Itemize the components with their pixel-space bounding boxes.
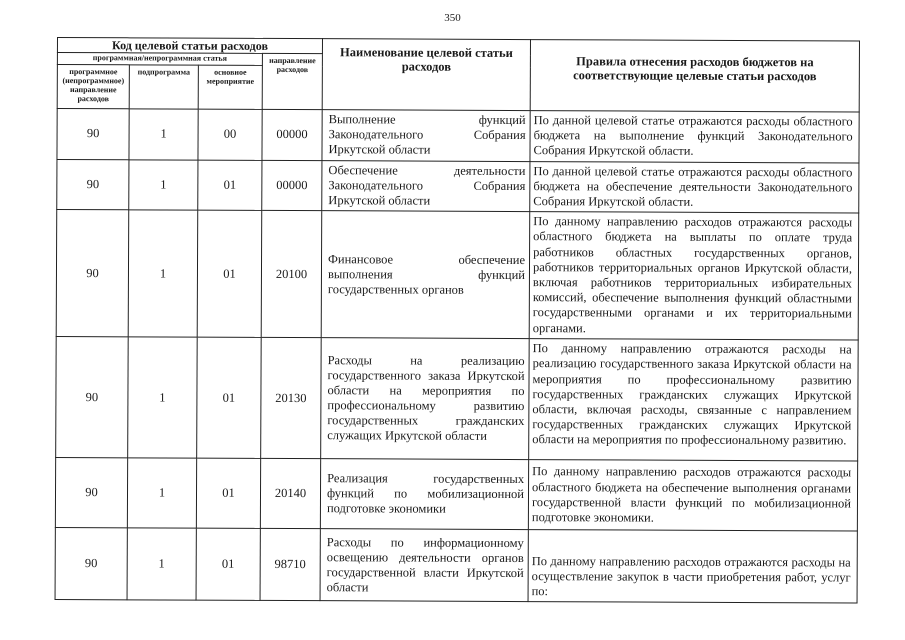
direction-code: 00000 xyxy=(262,160,322,211)
table-row xyxy=(56,337,859,461)
subprogram-code: 1 xyxy=(128,210,198,337)
event-code: 01 xyxy=(197,210,262,337)
event-code: 01 xyxy=(196,458,260,528)
subprogram-code: 1 xyxy=(127,458,196,528)
article-name: Расходы по информационному освещению деятельности органов государственной власти Иркутской области xyxy=(320,529,528,602)
table-row xyxy=(57,159,859,213)
article-name: Расходы на реализацию государственного заказа Иркутской области на мероприятия по профессиональному развитию государственных гражданских служащих Иркутской области xyxy=(321,338,530,460)
direction-code: 20130 xyxy=(261,338,322,459)
event-code: 01 xyxy=(198,160,262,211)
article-name: Обеспечение деятельности Законодательного Собрания Иркутской области xyxy=(322,160,530,212)
direction-code: 20140 xyxy=(260,459,320,529)
direction-header: направление расходов xyxy=(262,53,322,109)
program-code: 90 xyxy=(57,159,129,210)
article-rule: По данной целевой статье отражаются расходы областного бюджета на выполнение функций Законодательного Собрания Иркутской области. xyxy=(530,111,859,163)
program-code: 90 xyxy=(55,458,127,528)
subprogram-code: 1 xyxy=(127,528,196,600)
article-rule: По данному направлению расходов отражаются расходы на осуществление закупок в части приобретения работ, услуг по: xyxy=(528,530,857,603)
table-row xyxy=(57,109,859,163)
article-rule: По данному направлению расходов отражаются расходы областного бюджета на выплаты по оплате труда работников областных государственных органов, работников территориальных органов Иркутской области, включая работников территориальных избирательных комиссий, обеспечение выполнения функций областными государственными органами и их территориальными органами. xyxy=(529,212,859,340)
program-group-header: программная/непрограммная статья xyxy=(57,53,262,66)
event-code: 00 xyxy=(198,109,262,160)
table-row xyxy=(55,528,857,603)
direction-code: 00000 xyxy=(262,109,322,160)
article-name: Реализация государственных функций по мобилизационной подготовке экономики xyxy=(320,459,528,530)
table-row xyxy=(55,458,857,531)
page-number: 350 xyxy=(444,12,461,24)
program-code: 90 xyxy=(56,210,129,337)
rules-header: Правила отнесения расходов бюджетов на соответствующие целевые статьи расходов xyxy=(530,40,859,112)
program-code: 90 xyxy=(57,109,129,160)
name-header: Наименование целевой статьи расходов xyxy=(322,39,530,111)
article-rule: По данной целевой статье отражаются расходы областного бюджета на обеспечение деятельности Законодательного Собрания Иркутской области. xyxy=(530,161,859,213)
event-header: основное мероприятие xyxy=(198,65,262,109)
program-header: программное (непрограммное) направление расходов xyxy=(57,65,129,109)
subprogram-code: 1 xyxy=(128,337,198,458)
event-code: 01 xyxy=(196,528,260,600)
code-header: Код целевой статьи расходов xyxy=(57,38,322,54)
target-articles-table xyxy=(55,37,860,604)
subprogram-header: подпрограмма xyxy=(129,65,198,109)
direction-code: 20100 xyxy=(261,211,322,338)
table-row xyxy=(56,210,859,340)
article-rule: По данному направлению расходов отражаются расходы областного бюджета на обеспечение выполнения органами государственной власти функций по мобилизационной подготовке экономики. xyxy=(528,460,857,531)
event-code: 01 xyxy=(197,337,262,458)
program-code: 90 xyxy=(56,337,129,458)
article-name: Выполнение функций Законодательного Собрания Иркутской области xyxy=(322,110,530,162)
article-rule: По данному направлению отражаются расходы на реализацию государственного заказа Иркутской области на мероприятия по профессиональному развитию государственных гражданских служащих Иркутской области, включая расходы, связанные с направлением государственных гражданских служащих Иркутской области на мероприятия по профессиональному развитию. xyxy=(529,339,859,461)
subprogram-code: 1 xyxy=(129,109,198,160)
article-name: Финансовое обеспечение выполнения функций государственных органов xyxy=(321,211,530,339)
program-code: 90 xyxy=(55,528,127,600)
direction-code: 98710 xyxy=(260,529,320,601)
subprogram-code: 1 xyxy=(129,159,198,210)
